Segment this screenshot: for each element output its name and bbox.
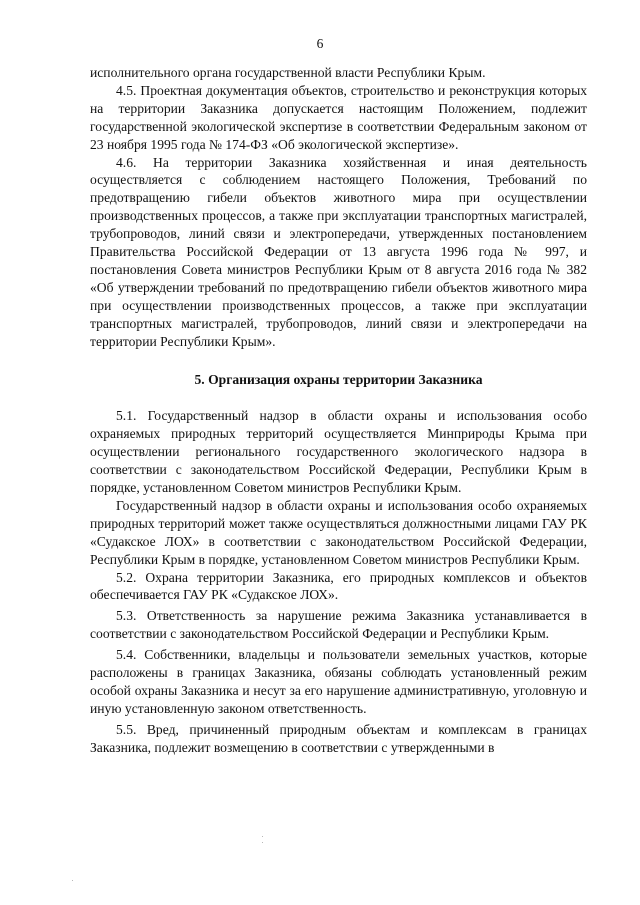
paragraph-4-5: 4.5. Проектная документация объектов, строительство и реконструкция которых на территории Заказника допускается настоящим Положением, подлежит государственной экологической экспертизе в соответствии Федеральным законом от 23 ноября 1995 года № 174-ФЗ «Об экологической экспертизе». — [90, 82, 587, 152]
paragraph-4-6: 4.6. На территории Заказника хозяйственная и иная деятельность осуществляется с соблюдением настоящего Положения, Требований по предотвращению гибели объектов животного мира при осуществлении производственных процессов, а также при эксплуатации транспортных магистралей, трубопроводов, линий связи и электропередачи, утвержденных постановлением Правительства Российской Федерации от 13 августа 1996 года № 997, и постановления Совета министров Республики Крым от 8 августа 2016 года № 382 «Об утверждении требований по предотвращению гибели объектов животного мира при осуществлении производственных процессов, а также при эксплуатации транспортных магистралей, трубопроводов, линий связи и электропередачи на территории Республики Крым». — [90, 154, 587, 349]
page-number: 6 — [316, 36, 324, 51]
section-heading: 5. Организация охраны территории Заказника — [194, 371, 483, 387]
paragraph-5-4: 5.4. Собственники, владельцы и пользователи земельных участков, которые расположены в границах Заказника, обязаны соблюдать установленный режим особой охраны Заказника и несут за его нарушение административную, уголовную и иную установленную законом ответственность. — [90, 647, 587, 716]
paragraph-continuation: исполнительного органа государственной власти Республики Крым. — [90, 65, 486, 80]
document-body — [90, 64, 587, 757]
paragraph-5-1-supervision: Государственный надзор в области охраны и использования особо охраняемых природных территорий может также осуществляться должностными лицами ГАУ РК «Судакское ЛОХ» в соответствии с законодательством Российской Федерации, Республики Крым в порядке, установленном Советом министров Республики Крым. — [90, 497, 587, 567]
paragraph-5-5: 5.5. Вред, причиненный природным объектам и комплексам в границах Заказника, подлежит возмещению в соответствии с утвержденными в — [90, 721, 587, 755]
paragraph-5-3: 5.3. Ответственность за нарушение режима Заказника устанавливается в соответствии с законодательством Российской Федерации и Республики Крым. — [90, 608, 587, 642]
paragraph-5-1: 5.1. Государственный надзор в области охраны и использования особо охраняемых природных территорий осуществляется Минприроды Крыма при осуществлении регионального государственного экологического надзора в соответствии с законодательством Российской Федерации, Республики Крым в порядке, установленном Советом министров Республики Крым. — [90, 408, 587, 496]
paragraph-5-2: 5.2. Охрана территории Заказника, его природных комплексов и объектов обеспечивается ГАУ РК «Судакское ЛОХ». — [90, 569, 587, 603]
scan-speck — [72, 880, 73, 881]
scan-speck — [262, 842, 263, 843]
scan-speck — [262, 836, 263, 837]
